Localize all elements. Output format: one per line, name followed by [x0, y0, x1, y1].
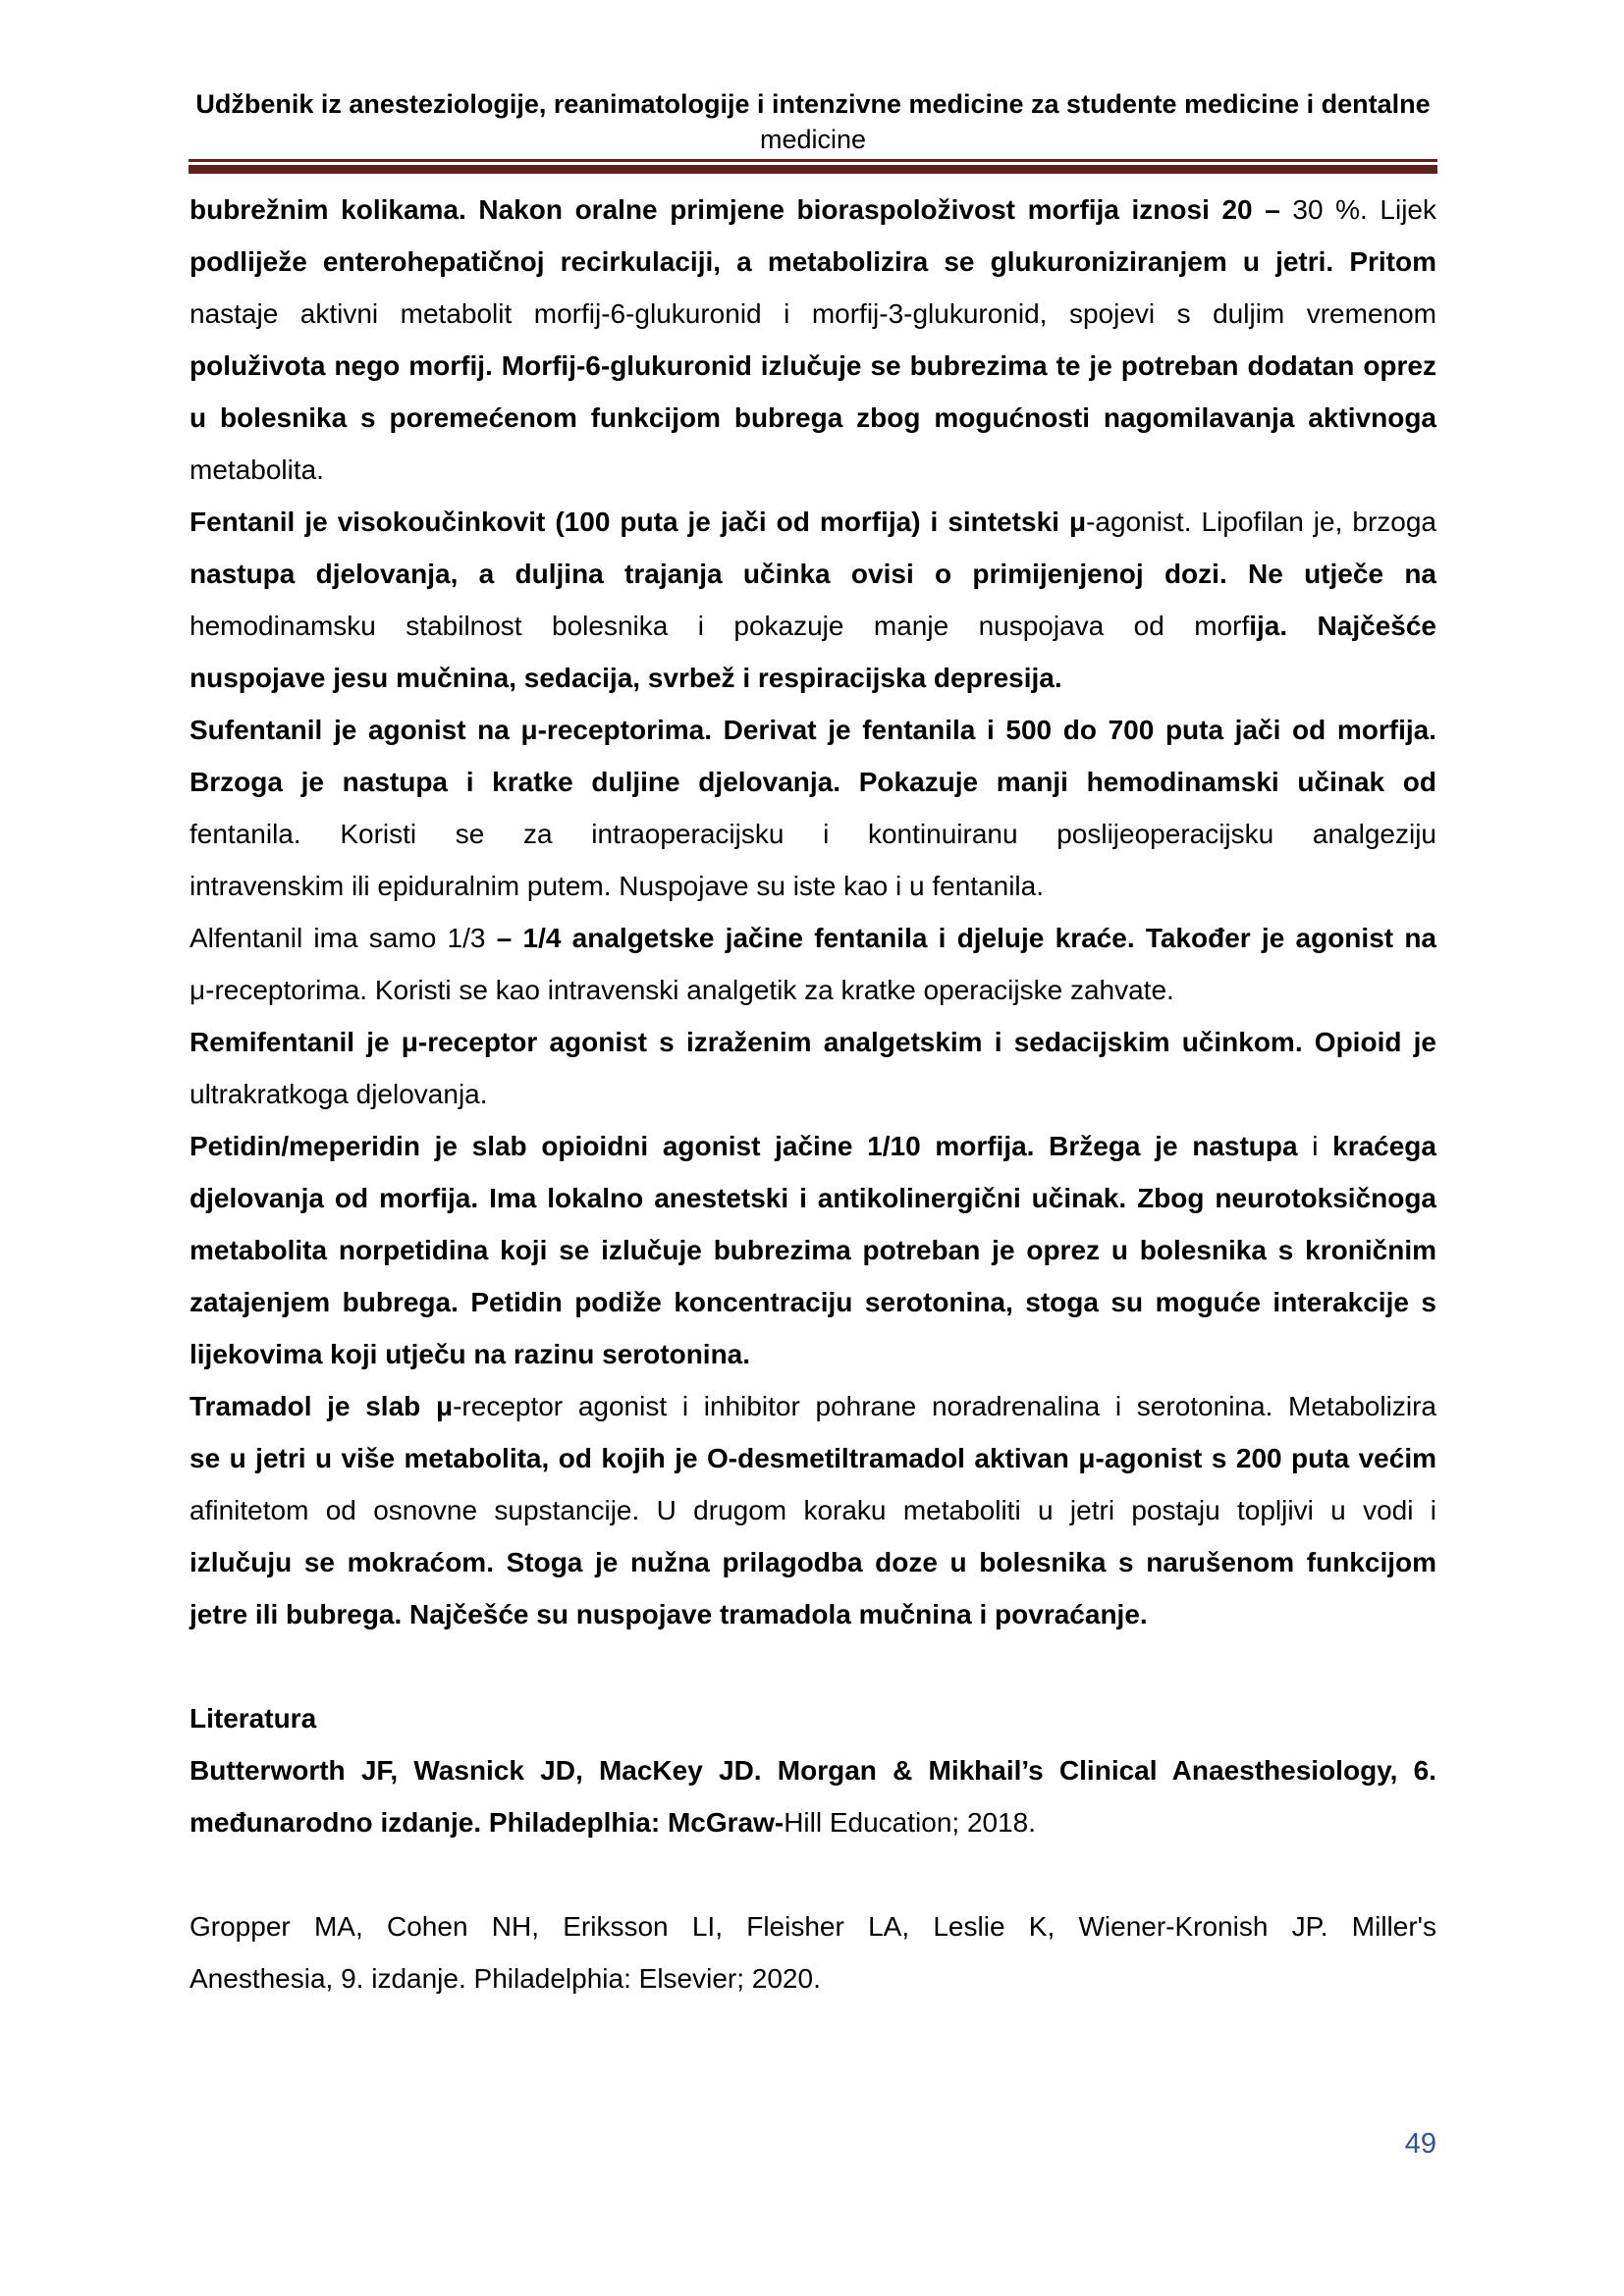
text-run: ultrakratkoga djelovanja. — [189, 1079, 488, 1109]
bold-text-run: Sufentanil je agonist na μ-receptorima. Derivat je fentanila i 500 do 700 puta jači od morfija. — [189, 715, 1436, 745]
text-line — [189, 236, 1436, 288]
header-title-line-2: medicine — [759, 125, 867, 154]
text-line — [189, 1380, 1436, 1432]
text-line — [189, 1224, 1436, 1276]
text-line — [189, 600, 1436, 652]
text-run: nastaje aktivni metabolit morfij-6-glukuronid i morfij-3-glukuronid, spojevi s duljim vremenom — [189, 298, 1436, 329]
text-line — [189, 288, 1436, 340]
text-block — [189, 184, 1436, 2004]
text-line — [189, 652, 1436, 704]
text-run: -agonist. Lipofilan je, brzoga — [1086, 507, 1437, 537]
bold-text-run: Tramadol je slab μ — [189, 1391, 454, 1421]
bold-text-run: Brzoga je nastupa i kratke duljine djelovanja. Pokazuje manji hemodinamski učinak od — [189, 767, 1436, 797]
text-line — [189, 444, 1436, 496]
text-line — [189, 1484, 1436, 1536]
bold-text-run: zatajenjem bubrega. Petidin podiže koncentraciju serotonina, stoga su moguće interakcije s — [189, 1287, 1436, 1317]
bold-text-run: lijekovima koji utječu na razinu serotonina. — [189, 1339, 751, 1369]
text-run: intravenskim ili epiduralnim putem. Nuspojave su iste kao i u fentanila. — [189, 871, 1044, 901]
text-line — [189, 1536, 1436, 1588]
text-line — [189, 912, 1436, 964]
text-line — [189, 964, 1436, 1016]
bold-text-run: podliježe enterohepatičnoj recirkulaciji, a metabolizira se glukuroniziranjem u jetri. Pritom — [189, 246, 1436, 277]
text-run: Alfentanil ima samo 1/3 — [189, 923, 497, 953]
text-line — [189, 1016, 1436, 1068]
bold-text-run: – 1/4 analgetske jačine fentanila i djeluje kraće. Također je agonist na — [496, 923, 1437, 953]
bold-text-run: Butterworth JF, Wasnick JD, MacKey JD. Morgan & Mikhail’s Clinical Anaesthesiology, 6. — [189, 1755, 1436, 1786]
text-run: Gropper MA, Cohen NH, Eriksson LI, Fleisher LA, Leslie K, Wiener-Kronish JP. Miller's — [189, 1911, 1436, 1942]
bold-text-run: metabolita norpetidina koji se izlučuje bubrezima potreban je oprez u bolesnika s kroničnim — [189, 1235, 1436, 1265]
text-line — [189, 1588, 1436, 1640]
text-run: fentanila. Koristi se za intraoperacijsku i kontinuiranu poslijeoperacijsku analgeziju — [189, 819, 1436, 849]
bold-text-run: Fentanil je visokoučinkovit (100 puta je jači od morfija) i sintetski μ — [189, 507, 1087, 537]
text-run: i — [1312, 1131, 1333, 1161]
text-run: hemodinamsku stabilnost bolesnika i pokazuje manje nuspojava od morf — [189, 611, 1250, 641]
header-rule-thick — [189, 165, 1437, 174]
text-run: Anesthesia, 9. izdanje. Philadelphia: Elsevier; 2020. — [189, 1963, 821, 1994]
bold-text-run: poluživota nego morfij. Morfij-6-glukuronid izlučuje se bubrezima te je potreban dodatan oprez — [189, 350, 1436, 381]
text-line — [189, 704, 1436, 756]
text-line — [189, 1068, 1436, 1120]
text-run: -receptor agonist i inhibitor pohrane noradrenalina i serotonina. Metabolizira — [453, 1391, 1436, 1421]
text-run: 30 %. Lijek — [1292, 194, 1437, 225]
text-line — [189, 808, 1436, 860]
text-line — [189, 1276, 1436, 1328]
text-line — [189, 548, 1436, 600]
text-line — [189, 1328, 1436, 1380]
text-line — [189, 1900, 1436, 1952]
text-run: metabolita. — [189, 454, 324, 485]
bold-text-run: nuspojave jesu mučnina, sedacija, svrbež i respiracijska depresija. — [189, 663, 1062, 693]
header-title-line-1: Udžbenik iz anesteziologije, reanimatologije i intenzivne medicine za studente medicine i dentalne — [195, 89, 1431, 119]
text-run: afinitetom od osnovne supstancije. U drugom koraku metaboliti u jetri postaju topljivi u vodi i — [189, 1495, 1436, 1525]
bold-text-run: u bolesnika s poremećenom funkcijom bubrega zbog mogućnosti nagomilavanja aktivnoga — [189, 402, 1436, 433]
bold-text-run: jetre ili bubrega. Najčešće su nuspojave tramadola mučnina i povraćanje. — [189, 1599, 1148, 1629]
text-line — [189, 860, 1436, 912]
text-line — [189, 392, 1436, 444]
bold-text-run: Literatura — [189, 1703, 317, 1734]
text-line — [189, 1796, 1436, 1848]
text-line — [189, 1692, 1436, 1744]
text-run: Hill Education; 2018. — [784, 1807, 1037, 1838]
bold-text-run: ija. Najčešće — [1249, 611, 1436, 641]
bold-text-run: Remifentanil je μ-receptor agonist s izraženim analgetskim i sedacijskim učinkom. Opioid je — [189, 1027, 1436, 1057]
text-line — [189, 184, 1436, 236]
page-number: 49 — [1404, 2128, 1436, 2160]
bold-text-run: izlučuju se mokraćom. Stoga je nužna prilagodba doze u bolesnika s narušenom funkcijom — [189, 1547, 1436, 1577]
header-rule-thin — [189, 159, 1437, 162]
text-run: μ-receptorima. Koristi se kao intravenski analgetik za kratke operacijske zahvate. — [189, 975, 1174, 1005]
text-line — [189, 1744, 1436, 1796]
bold-text-run: međunarodno izdanje. Philadeplhia: McGraw- — [189, 1807, 785, 1838]
bold-text-run: Petidin/meperidin je slab opioidni agonist jačine 1/10 morfija. Bržega je nastupa — [189, 1131, 1313, 1161]
text-line — [189, 1120, 1436, 1172]
text-line — [189, 340, 1436, 392]
bold-text-run: bubrežnim kolikama. Nakon oralne primjene bioraspoloživost morfija iznosi 20 – — [189, 194, 1293, 225]
bold-text-run: kraćega — [1332, 1131, 1436, 1161]
bold-text-run: nastupa djelovanja, a duljina trajanja učinka ovisi o primijenjenoj dozi. Ne utječe na — [189, 559, 1436, 589]
text-line — [189, 1172, 1436, 1224]
text-line — [189, 496, 1436, 548]
text-line — [189, 1952, 1436, 2004]
text-line — [189, 1432, 1436, 1484]
bold-text-run: se u jetri u više metabolita, od kojih je O-desmetiltramadol aktivan μ-agonist s 200 puta većim — [189, 1443, 1436, 1473]
bold-text-run: djelovanja od morfija. Ima lokalno anestetski i antikolinergični učinak. Zbog neurotoksičnoga — [189, 1183, 1436, 1213]
page-header — [189, 86, 1437, 157]
text-line — [189, 756, 1436, 808]
